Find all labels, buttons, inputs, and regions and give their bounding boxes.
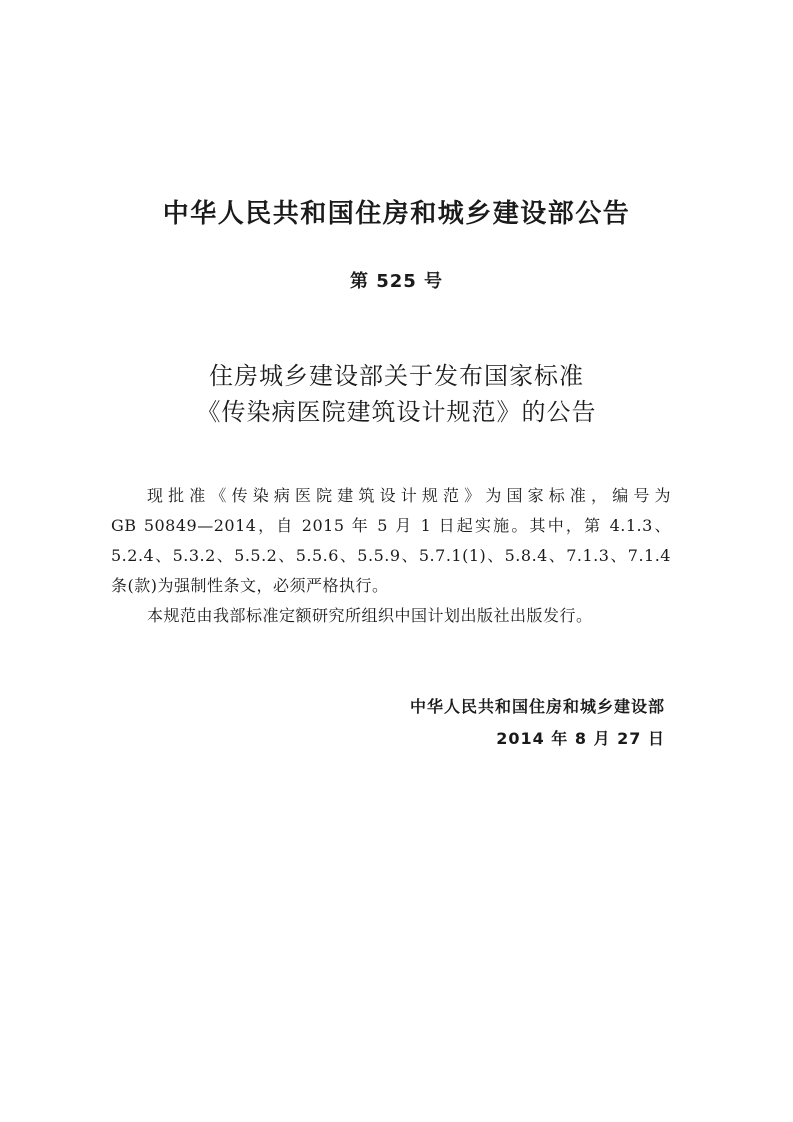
issue-date: 2014 年 8 月 27 日 (496, 729, 665, 748)
body-paragraph-1-line-3: 5.2.4、5.3.2、5.5.2、5.5.6、5.5.9、5.7.1(1)、5.8.4、7.1.3、7.1.4 (111, 546, 671, 565)
body-paragraph-2-line-1: 本规范由我部标准定额研究所组织中国计划出版社出版发行。 (147, 606, 593, 625)
body-paragraph-1-line-1: 现批准《传染病医院建筑设计规范》为国家标准，编号为 (147, 486, 671, 505)
notice-title-line-1: 住房城乡建设部关于发布国家标准 (209, 362, 584, 390)
body-paragraph-1-line-2: GB 50849—2014，自 2015 年 5 月 1 日起实施。其中，第 4.1.3、 (111, 516, 671, 535)
announcement-body (111, 481, 671, 631)
issuer-name: 中华人民共和国住房和城乡建设部 (409, 697, 665, 716)
notice-title (0, 358, 793, 430)
body-paragraph-1-line-4: 条(款)为强制性条文，必须严格执行。 (111, 576, 389, 595)
document-number: 第 525 号 (349, 271, 444, 292)
ministry-announcement-title: 中华人民共和国住房和城乡建设部公告 (162, 199, 631, 229)
notice-title-line-2: 《传染病医院建筑设计规范》的公告 (196, 398, 597, 426)
signature-block (410, 691, 665, 755)
